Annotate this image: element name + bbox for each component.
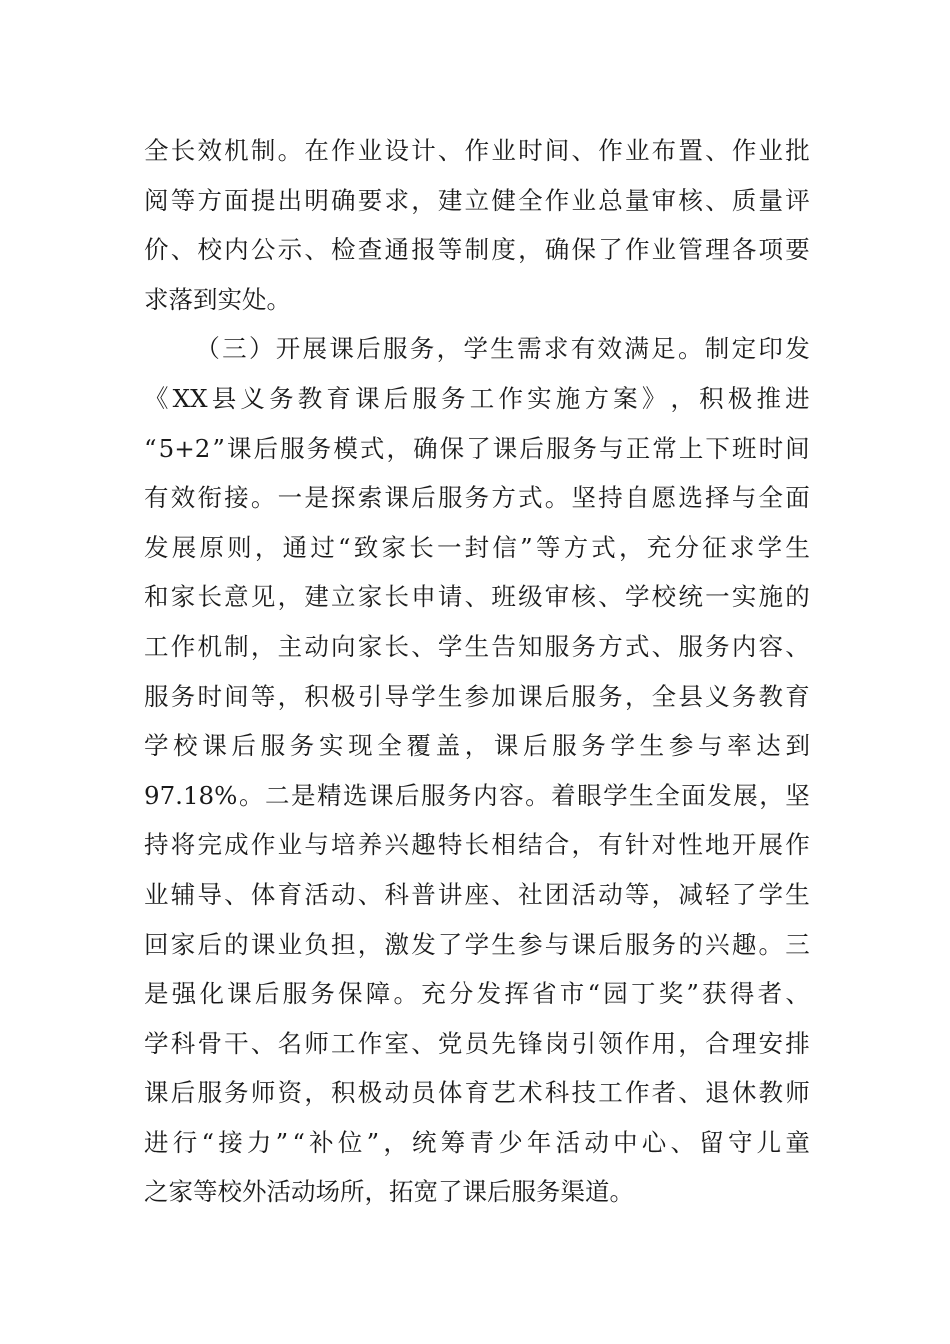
- text-line: 学 校 课 后 服 务 实 现 全 覆 盖 ， 课 后 服 务 学 生 参 与 率 达 到: [144, 731, 810, 761]
- text-line: 工 作 机 制 ， 主 动 向 家 长 、 学 生 告 知 服 务 方 式 、 服 务 内 容 、: [144, 631, 810, 661]
- text-line: 服 务 时 间 等 ， 积 极 引 导 学 生 参 加 课 后 服 务 ， 全 县 义 务 教 育: [144, 681, 810, 711]
- text-line: 之家等校外活动场所，拓宽了课后服务渠道。: [144, 1177, 634, 1207]
- text-line: 回 家 后 的 课 业 负 担 ， 激 发 了 学 生 参 与 课 后 服 务 的 兴 趣 。 三: [144, 929, 810, 959]
- text-line: 有 效 衔 接 。 一 是 探 索 课 后 服 务 方 式 。 坚 持 自 愿 选 择 与 全 面: [144, 483, 810, 513]
- text-line: 价 、 校 内 公 示 、 检 查 通 报 等 制 度 ， 确 保 了 作 业 管 理 各 项 要: [144, 235, 810, 265]
- text-line: 阅 等 方 面 提 出 明 确 要 求 ， 建 立 健 全 作 业 总 量 审 核 、 质 量 评: [144, 185, 810, 215]
- text-line: 全 长 效 机 制 。 在 作 业 设 计 、 作 业 时 间 、 作 业 布 置 、 作 业 批: [144, 136, 810, 165]
- text-line: 学 科 骨 干 、 名 师 工 作 室 、 党 员 先 锋 岗 引 领 作 用 ， 合 理 安 排: [144, 1028, 810, 1058]
- text-line: 课 后 服 务 师 资 ， 积 极 动 员 体 育 艺 术 科 技 工 作 者 、 退 休 教 师: [144, 1078, 810, 1108]
- text-line: 求落到实处。: [144, 284, 291, 314]
- text-line: 《 XX 县 义 务 教 育 课 后 服 务 工 作 实 施 方 案 》 ， 积 极 推 进: [144, 383, 810, 413]
- text-line: 进 行 “ 接 力 ” “ 补 位 ” ， 统 筹 青 少 年 活 动 中 心 、 留 守 儿 童: [144, 1127, 810, 1157]
- text-line: 是 强 化 课 后 服 务 保 障 。 充 分 发 挥 省 市 “ 园 丁 奖 ” 获 得 者 、: [144, 979, 810, 1009]
- text-line: 持 将 完 成 作 业 与 培 养 兴 趣 特 长 相 结 合 ， 有 针 对 性 地 开 展 作: [144, 830, 810, 860]
- text-line: 和 家 长 意 见 ， 建 立 家 长 申 请 、 班 级 审 核 、 学 校 统 一 实 施 的: [144, 582, 810, 612]
- text-line: 97.18% 。 二 是 精 选 课 后 服 务 内 容 。 着 眼 学 生 全 面 发 展 ， 坚: [144, 780, 810, 810]
- text-line: 发 展 原 则 ， 通 过 “ 致 家 长 一 封 信 ” 等 方 式 ， 充 分 征 求 学 生: [144, 532, 810, 562]
- section-heading-line: （ 三 ） 开 展 课 后 服 务 ， 学 生 需 求 有 效 满 足 。 制 定 印 发: [195, 334, 810, 364]
- text-line: “ 5+2 ” 课 后 服 务 模 式 ， 确 保 了 课 后 服 务 与 正 常 上 下 班 时 间: [144, 433, 810, 463]
- text-line: 业 辅 导 、 体 育 活 动 、 科 普 讲 座 、 社 团 活 动 等 ， 减 轻 了 学 生: [144, 879, 810, 909]
- body-text: [144, 126, 810, 1217]
